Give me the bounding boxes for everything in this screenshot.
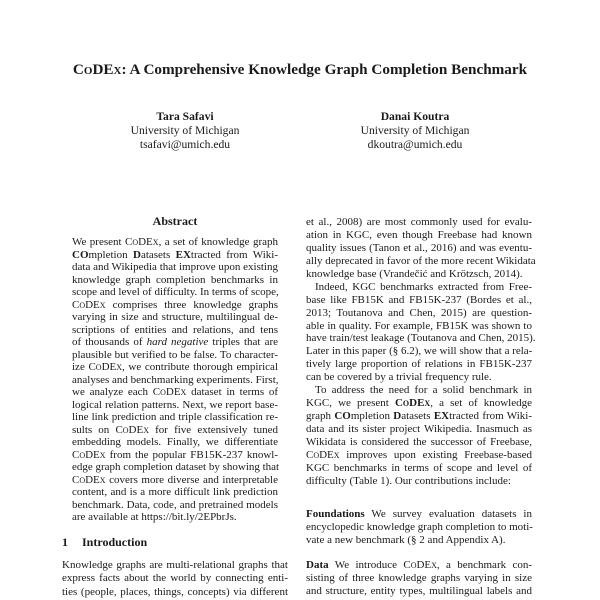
paper-title [0,61,600,79]
author-name: Danai Koutra [380,110,450,123]
bold-text: D [393,410,402,423]
text-line [72,424,278,437]
text-run: able in quality. For example, FB15K was shown to [306,319,532,332]
text-line [306,572,532,585]
text-line [306,423,532,436]
text-line [72,474,278,487]
text-run: data and Wikipedia that improve upon existing [72,261,278,273]
text-run: : A Comprehensive Knowledge Graph Completion Benchmark [121,61,528,78]
text-line [72,261,278,274]
text-run: covers more diverse and interpretable [105,473,278,486]
text-run: scope and level of difficulty. In terms of scope, [72,286,279,298]
text-run: graph [306,410,335,423]
text-run: knowledge graph completion benchmarks in [72,273,278,286]
text-line [306,534,532,547]
intro-paragraph [62,559,288,599]
text-line [72,374,278,387]
text-line [72,236,278,249]
text-line [306,521,532,534]
small-caps-text: CoDEx [115,423,149,436]
text-run: mpletion [350,410,394,423]
author-email[interactable]: tsafavi@umich.edu [139,138,231,151]
author-affiliation: University of Michigan [360,124,470,137]
text-line [306,585,532,598]
text-line [306,410,532,423]
text-run: analyses and benchmarking experiments. First, [72,373,279,386]
text-line [72,461,278,474]
text-run: difficulty (Table 1). Our contributions include: [306,474,511,487]
text-run: edge graph completion dataset by showing that [72,461,280,473]
text-line [72,324,278,337]
text-line [306,384,532,397]
text-line [72,449,278,462]
text-line [72,511,278,524]
right-column-text [306,216,536,488]
text-run: ize [72,361,89,373]
text-run: benchmark. Data, code, and pretrained models [72,498,278,511]
text-run: mpletion [88,248,133,261]
text-run: embedding models. Finally, we differentiate [72,436,278,448]
text-line [306,229,532,242]
abstract-body [72,236,278,524]
text-run: plausible but verified to be false. To character- [72,348,278,361]
text-line [62,559,288,572]
text-line [306,254,536,268]
text-line [72,486,278,499]
text-run: of thousands of [72,336,147,348]
text-run: atasets [140,248,176,261]
text-run: , a set of knowledge graph [158,236,278,248]
text-run: we analyze each [72,386,153,398]
abstract-heading: Abstract [152,214,198,228]
text-line [306,242,532,255]
text-run: have train/test leakage (Toutanova and Chen, 2015). [306,332,536,345]
text-line [306,462,532,475]
text-line [62,572,288,585]
text-line [306,268,532,281]
bold-text: Foundations [306,508,365,520]
section-heading [62,535,147,550]
author-block [75,110,295,152]
text-run: comprises three knowledge graphs [105,298,278,311]
small-caps-text: CoDEx [125,236,159,248]
small-caps-text: CoDEx [72,61,122,78]
bold-text: CO [72,248,89,261]
section-number: 1 [62,535,68,549]
text-run: content, and is a more difficult link prediction [72,486,278,498]
small-caps-text: CoDEx [88,361,123,373]
text-line [72,299,278,312]
text-run: dataset in terms of [186,386,278,398]
text-run: tively large proportion of relations in FB15K-237 [306,358,532,371]
text-run: logical relation patterns. Next, we report base- [72,398,278,411]
text-run: We present [72,236,125,248]
text-run: express facts about the world by connecting enti- [62,572,288,585]
text-line [306,559,532,572]
text-line [306,508,532,521]
bold-text: Data [306,559,329,571]
text-run: knowledge base (Vrandečić and Krötzsch, 2014). [306,267,523,280]
text-line [306,332,536,345]
text-run: vate a new benchmark (§ 2 and Appendix A). [306,533,506,546]
text-run: , a benchmark con- [436,559,532,571]
text-run: To address the need for a solid benchmark in [315,384,532,397]
text-line [72,286,278,299]
small-caps-text: CoDEx [306,448,340,461]
text-line [72,249,278,262]
text-line [306,397,532,410]
small-caps-text: CoDEx [152,386,187,398]
text-run: sisting of three knowledge graphs varying in size [306,572,532,585]
bold-text: EX [433,410,450,423]
text-run: from the popular FB15K-237 knowl- [105,448,278,461]
author-block [305,110,525,152]
foundations-paragraph [306,508,532,547]
small-caps-text: CoDEx [72,298,106,311]
text-run: data and its sister project Wikipedia. Inasmuch as [306,423,532,435]
text-run: and structure, entity types, multilingual labels and [306,585,532,598]
text-line [72,336,278,349]
text-run: ties (people, places, things, concepts) via different [62,585,288,598]
text-line [306,307,532,320]
text-line [72,399,278,412]
text-run: ation in KGC, even though Freebase had known [306,228,532,241]
text-line [306,371,532,384]
text-run: We introduce [328,559,404,571]
author-name: Tara Safavi [156,110,214,123]
text-line [72,274,278,287]
text-run: , we contribute thorough empirical [122,361,278,373]
text-line [306,358,532,371]
text-line [306,320,532,333]
text-run: et al., 2008) are most commonly used for evalu- [306,216,532,228]
text-line [72,386,278,399]
text-line [72,349,278,362]
text-run: KGC, we present [306,397,395,410]
text-run: Knowledge graphs are multi-relational graphs that [62,559,288,571]
text-line [306,216,532,229]
text-line [72,499,278,512]
text-line [306,436,532,449]
text-run: for five extensively tuned [149,423,278,436]
text-line [306,449,532,462]
data-paragraph [306,559,532,599]
text-run: tracted from Wiki- [449,410,533,423]
text-run: We survey evaluation datasets in [364,508,532,520]
text-run: Later in this paper (§ 6.2), we will show that a rela- [306,345,533,358]
text-run: Wikidata is considered the successor of Freebase, [306,435,532,448]
author-email[interactable]: dkoutra@umich.edu [367,138,463,151]
bold-text: EX [175,248,191,261]
bold-text: CoDEx [394,397,431,410]
text-line [306,345,532,358]
small-caps-text: CoDEx [72,473,106,486]
text-line [72,361,278,374]
text-run: 2013; Toutanova and Chen, 2015) are question- [306,306,532,319]
text-run: quality issues (Tanon et al., 2016) and was eventu- [306,241,532,254]
text-run: tracted from Wiki- [190,248,278,261]
italic-text: hard negative [146,336,209,348]
small-caps-text: CoDEx [403,559,437,571]
bold-text: D [132,248,141,261]
text-run: Indeed, KGC benchmarks extracted from Free- [315,280,532,293]
text-run: line link prediction and triple classification re- [72,411,278,423]
text-run: KGC benchmarks in terms of scope and level of [306,461,532,474]
text-run: scriptions of entities and relations, and tens [72,323,278,336]
text-line [72,311,278,324]
text-run: base like FB15K and FB15K-237 (Bordes et al., [306,293,532,306]
author-affiliation: University of Michigan [130,124,240,137]
text-run: varying in size and structure, multilingual de- [72,311,278,323]
text-line [306,294,532,307]
text-line [306,475,532,488]
section-title: Introduction [82,535,148,549]
text-line [62,586,288,599]
text-run: ally deprecated in favor of the more recent Wikidata [306,254,536,267]
text-line [72,411,278,424]
text-run: triples that are [208,336,279,348]
text-run: can be covered by a trivial frequency rule. [306,371,492,384]
text-run: improves upon existing Freebase-based [339,448,532,461]
text-line [306,281,532,294]
small-caps-text: CoDEx [72,448,106,461]
text-run: are available at https://bit.ly/2EPbrJs. [72,511,237,523]
text-line [72,436,278,449]
text-run: sults on [72,423,116,436]
text-run: , a set of knowledge [430,397,533,410]
text-run: encyclopedic knowledge graph completion to moti- [306,520,533,533]
bold-text: CO [334,410,351,423]
text-run: atasets [401,410,434,423]
